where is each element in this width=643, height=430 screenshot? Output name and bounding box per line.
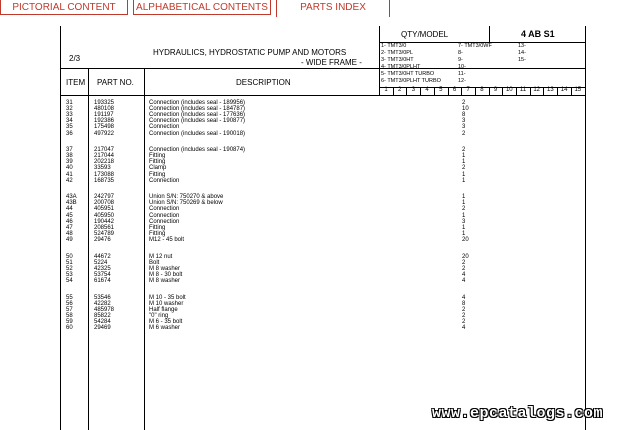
qty-column-number: 13	[547, 87, 554, 93]
qty-column-number: 11	[519, 87, 527, 93]
part-description: Connection	[149, 206, 180, 213]
part-description: M 8 washer	[149, 265, 181, 272]
qty-value: 3	[462, 218, 466, 225]
qty-value: 3	[462, 124, 466, 131]
qty-value: 4	[462, 277, 466, 284]
item-number: 43B	[66, 200, 77, 207]
qty-grid-line	[516, 87, 517, 95]
item-number: 41	[66, 171, 73, 178]
qty-value: 2	[462, 130, 466, 137]
qty-value: 4	[462, 325, 466, 331]
part-number: 173088	[94, 171, 115, 178]
part-number: 61674	[94, 277, 111, 284]
item-number: 48	[66, 230, 73, 237]
qty-value: 1	[462, 159, 466, 166]
part-number: 217044	[94, 153, 115, 160]
watermark: www.epcatalogs.com	[432, 405, 604, 422]
model-13: 13-	[518, 43, 526, 49]
qty-column-number: 9	[493, 87, 498, 93]
qty-value: 2	[462, 100, 466, 106]
item-number: 55	[66, 294, 73, 301]
part-number: 202218	[94, 159, 115, 166]
model-1: 1- TMT3/0	[381, 43, 407, 49]
parts-sheet	[60, 26, 586, 430]
model-code: 4 AB S1	[521, 29, 555, 39]
divider	[144, 68, 145, 95]
item-number: 52	[66, 265, 73, 272]
qty-grid-line	[585, 26, 586, 96]
part-number: 480108	[94, 106, 115, 113]
qty-value: 1	[462, 230, 466, 237]
qty-value: 20	[462, 236, 469, 243]
qty-column-number: 2	[398, 87, 402, 93]
tab-pictorial-content[interactable]: PICTORIAL CONTENT	[0, 0, 128, 15]
qty-value: 2	[462, 206, 466, 213]
part-number: 175498	[94, 124, 115, 131]
item-number: 49	[66, 236, 73, 243]
part-description: Fitting	[149, 171, 166, 178]
table-row	[61, 237, 585, 244]
page-number: 2/3	[69, 54, 81, 63]
qty-model-label: QTY/MODEL	[401, 30, 449, 39]
part-number: 54284	[94, 318, 111, 325]
tab-parts-index[interactable]: PARTS INDEX	[276, 0, 390, 17]
part-description: Bolt	[149, 259, 160, 266]
divider	[379, 26, 380, 96]
qty-column-number: 4	[425, 87, 429, 93]
item-number: 43A	[66, 194, 77, 201]
part-number: 29469	[94, 325, 111, 331]
qty-grid-line	[530, 87, 531, 95]
qty-column-number: 1	[384, 87, 388, 93]
model-12: 12-	[458, 78, 466, 84]
qty-value: 2	[462, 265, 466, 272]
part-description: Connection	[149, 124, 180, 131]
qty-column-number: 3	[411, 87, 416, 93]
qty-column-number: 15	[574, 87, 582, 93]
part-description: Union S/N: 750269 & below	[149, 200, 223, 207]
part-number: 485978	[94, 306, 115, 313]
item-number: 46	[66, 218, 73, 225]
item-number: 51	[66, 259, 73, 266]
qty-value: 2	[462, 259, 466, 266]
item-number: 44	[66, 206, 73, 213]
part-number: 200708	[94, 200, 115, 207]
model-4: 4- TMT3/0PLHT	[381, 64, 421, 70]
item-number: 31	[66, 100, 73, 106]
part-description: M 8 - 30 bolt	[149, 271, 183, 278]
part-description: M 10 - 35 bolt	[149, 294, 186, 301]
item-number: 45	[66, 212, 73, 219]
part-number: 193325	[94, 100, 115, 106]
part-number: 191197	[94, 112, 114, 119]
part-description: Union S/N: 750270 & above	[149, 194, 224, 201]
part-description: M 12 nut	[149, 253, 173, 260]
model-2: 2- TMT3/0PL	[381, 50, 413, 56]
qty-grid-line	[502, 87, 503, 95]
item-number: 33	[66, 112, 73, 119]
item-number: 40	[66, 165, 73, 172]
part-description: Fitting	[149, 224, 166, 231]
item-number: 37	[66, 147, 73, 154]
item-number: 34	[66, 118, 73, 125]
model-15: 15-	[518, 57, 526, 63]
part-number: 42325	[94, 265, 111, 272]
part-number: 5224	[94, 259, 108, 266]
part-number: 168735	[94, 177, 115, 184]
part-description: Connection	[149, 218, 180, 225]
qty-grid-line	[557, 87, 558, 95]
part-description: M 6 - 35 bolt	[149, 318, 183, 325]
part-number: 524789	[94, 230, 115, 237]
qty-grid-line	[475, 87, 476, 95]
qty-column-number: 12	[533, 87, 541, 93]
qty-grid-line	[420, 87, 421, 95]
part-number: 33593	[94, 165, 111, 172]
qty-value: 2	[462, 165, 466, 172]
part-number: 29476	[94, 236, 111, 243]
part-number: 42282	[94, 300, 111, 307]
qty-column-number: 5	[439, 87, 443, 93]
qty-value: 2	[462, 306, 466, 313]
qty-grid-line	[571, 87, 572, 95]
table-row	[61, 325, 585, 332]
column-header-part-no: PART NO.	[97, 78, 134, 87]
part-description: Connection (includes seal - 190018)	[149, 130, 246, 137]
qty-value: 1	[462, 153, 466, 160]
item-number: 32	[66, 106, 73, 113]
qty-column-number: 14	[560, 87, 568, 93]
part-number: 497922	[94, 130, 115, 137]
item-number: 58	[66, 312, 73, 319]
qty-grid-line	[543, 87, 544, 95]
part-description: Connection (includes seal - 190877)	[149, 118, 246, 125]
item-number: 56	[66, 300, 73, 307]
part-description: Fitting	[149, 230, 166, 237]
page-title: HYDRAULICS, HYDROSTATIC PUMP AND MOTORS	[153, 48, 347, 57]
divider	[88, 68, 89, 95]
part-description: Connection	[149, 177, 180, 184]
part-description: Connection (includes seal - 177636)	[149, 112, 246, 119]
qty-value: 1	[462, 212, 466, 219]
model-8: 8-	[458, 50, 463, 56]
qty-grid-line	[434, 87, 435, 95]
part-description: Fitting	[149, 153, 166, 160]
part-number: 208561	[94, 224, 115, 231]
qty-value: 1	[462, 200, 466, 207]
part-description: M 6 washer	[149, 325, 181, 331]
qty-grid-line	[448, 87, 449, 95]
part-description: Connection	[149, 212, 180, 219]
model-11: 11-	[458, 71, 466, 77]
qty-value: 8	[462, 112, 466, 119]
part-description: Half flange	[149, 306, 178, 313]
qty-grid-line	[406, 87, 407, 95]
divider	[61, 95, 585, 96]
qty-column-number: 6	[452, 87, 457, 93]
item-number: 35	[66, 124, 73, 131]
part-number: 44672	[94, 253, 111, 260]
part-description: Connection (includes seal - 190874)	[149, 147, 246, 154]
part-description: "0" ring	[149, 312, 169, 319]
part-number: 85822	[94, 312, 111, 319]
qty-grid-line	[489, 87, 490, 95]
qty-column-number: 10	[505, 87, 513, 93]
model-5: 5- TMT3/0HT TURBO	[381, 71, 435, 77]
item-number: 38	[66, 153, 73, 160]
item-number: 36	[66, 130, 73, 137]
qty-value: 4	[462, 271, 466, 278]
qty-value: 1	[462, 177, 466, 184]
divider	[489, 26, 490, 42]
table-row	[61, 278, 585, 285]
part-number: 405951	[94, 206, 115, 213]
part-description: Connection (includes seal - 189956)	[149, 100, 246, 106]
column-header-item: ITEM	[66, 78, 86, 87]
qty-value: 1	[462, 194, 466, 201]
part-number: 192386	[94, 118, 115, 125]
part-number: 242797	[94, 194, 115, 201]
qty-grid-line	[461, 87, 462, 95]
nav-tabs	[0, 0, 643, 16]
qty-value: 20	[462, 253, 469, 260]
model-10: 10-	[458, 64, 466, 70]
item-number: 59	[66, 318, 73, 325]
model-7: 7- TMT3/0WF	[458, 43, 492, 49]
item-number: 60	[66, 325, 73, 331]
part-number: 53546	[94, 294, 111, 301]
model-3: 3- TMT3/0HT	[381, 57, 414, 63]
qty-value: 1	[462, 171, 466, 178]
qty-value: 8	[462, 300, 466, 307]
qty-value: 2	[462, 147, 466, 154]
model-6: 6- TMT3/0PLHT TURBO	[381, 78, 441, 84]
item-number: 53	[66, 271, 73, 278]
qty-value: 1	[462, 224, 466, 231]
part-number: 217047	[94, 147, 115, 154]
model-9: 9-	[458, 57, 463, 63]
column-header-description: DESCRIPTION	[236, 78, 291, 87]
qty-value: 2	[462, 318, 466, 325]
item-number: 47	[66, 224, 73, 231]
part-description: Clamp	[149, 165, 167, 172]
qty-value: 4	[462, 294, 466, 301]
item-number: 42	[66, 177, 73, 184]
model-14: 14-	[518, 50, 526, 56]
part-description: Connection (includes seal - 184787)	[149, 106, 246, 113]
divider	[61, 68, 585, 69]
part-description: M 8 washer	[149, 277, 181, 284]
part-number: 405950	[94, 212, 115, 219]
qty-value: 3	[462, 118, 466, 125]
part-description: M12 - 45 bolt	[149, 236, 185, 243]
qty-grid-line	[393, 87, 394, 95]
qty-value: 2	[462, 312, 466, 319]
part-number: 190442	[94, 218, 115, 225]
qty-column-number: 8	[480, 87, 484, 93]
table-row	[61, 131, 585, 138]
item-number: 50	[66, 253, 73, 260]
table-row	[61, 178, 585, 185]
item-number: 54	[66, 277, 73, 284]
page-subtitle: - WIDE FRAME -	[301, 58, 362, 67]
part-description: M 10 washer	[149, 300, 184, 307]
item-number: 39	[66, 159, 73, 166]
part-description: Fitting	[149, 159, 166, 166]
tab-alphabetical-contents[interactable]: ALPHABETICAL CONTENTS	[133, 0, 271, 15]
part-number: 53754	[94, 271, 111, 278]
qty-column-number: 7	[466, 87, 470, 93]
qty-value: 10	[462, 106, 469, 113]
item-number: 57	[66, 306, 73, 313]
